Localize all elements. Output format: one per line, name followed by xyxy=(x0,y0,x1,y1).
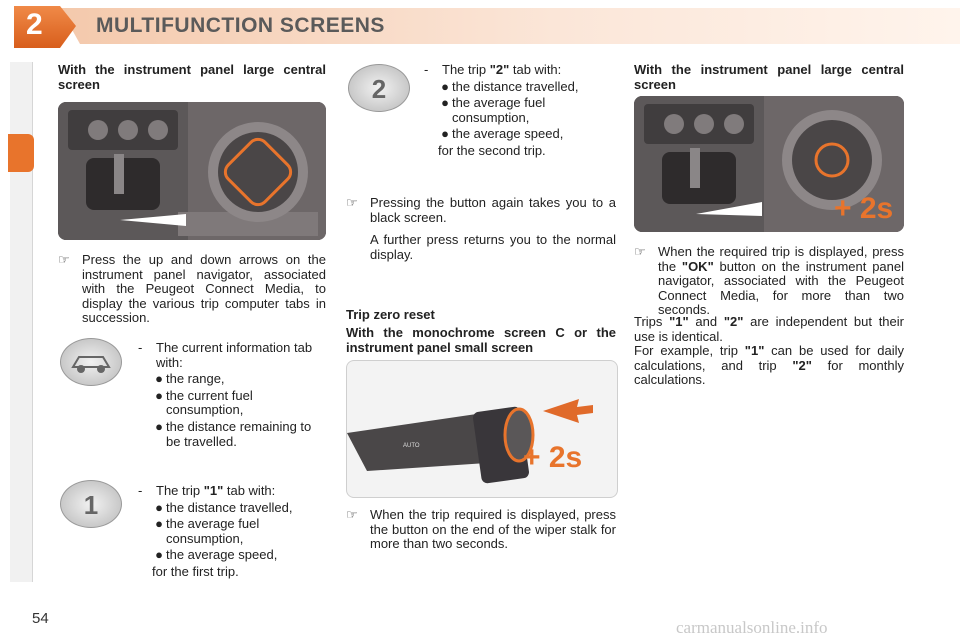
right-heading: With the instrument panel large central screen xyxy=(634,62,904,92)
current-info-block: - The current information tab with: ● the range, ● the current fuel consumption, ● the distance remaining to be travelled. xyxy=(138,341,326,449)
page-title: MULTIFUNCTION SCREENS xyxy=(96,14,385,37)
current-info-intro: The current information tab with: xyxy=(156,340,313,370)
chapter-number: 2 xyxy=(26,8,43,41)
wiper-stalk-image xyxy=(346,360,618,498)
example-para: For example, trip "1" can be used for daily calculations, and trip "2" for monthly calculations. xyxy=(634,343,904,388)
watermark: carmanualsonline.info xyxy=(676,618,828,637)
list-item: ● the current fuel consumption, xyxy=(155,387,253,418)
wiper-stalk-illustration xyxy=(347,361,617,497)
list-item: ● the distance travelled, xyxy=(441,78,579,94)
pointer-icon: ☞ xyxy=(346,507,358,522)
list-item: ● the average fuel consumption, xyxy=(155,516,260,546)
list-item: ● the average speed, xyxy=(441,126,564,142)
dashboard-navigator-image xyxy=(58,102,326,240)
trip-2-icon xyxy=(348,64,410,112)
list-item: ● the range, xyxy=(155,371,225,387)
right-instruction: ☞ When the required trip is displayed, press the "OK" button on the instrument panel navigator, associated with the Peugeot Connect Media, for more than two seconds. xyxy=(634,244,905,318)
page-number: 54 xyxy=(32,610,49,627)
trips-independent-para: Trips "1" and "2" are independent but their use is identical. xyxy=(634,314,904,344)
left-heading: With the instrument panel large central screen xyxy=(58,62,326,92)
trip-1-label: "1" xyxy=(203,483,224,498)
wiper-instruction: ☞ When the trip required is displayed, press the button on the end of the wiper stalk for more than two seconds. xyxy=(346,507,616,552)
reset-subheading: With the monochrome screen C or the instrument panel small screen xyxy=(346,325,616,355)
press-again-para: ☞ Pressing the button again takes you to a black screen. A further press returns you to the normal display. xyxy=(346,195,616,262)
pointer-icon: ☞ xyxy=(634,244,646,259)
left-instruction xyxy=(58,253,326,326)
ok-label: "OK" xyxy=(681,258,714,274)
trip-2-label: "2" xyxy=(489,62,510,77)
plus-2s-badge: + 2s xyxy=(834,192,894,225)
list-item: ● the distance travelled, xyxy=(155,499,293,515)
pointer-icon: ☞ xyxy=(346,195,358,210)
trip1-block: - The trip "1" tab with: ● the distance travelled, ● the average fuel consumption, ● the average speed, for the first trip. xyxy=(138,484,326,580)
trip1-footer: for the first trip. xyxy=(152,563,239,579)
list-item: ● the average fuel consumption, xyxy=(441,95,546,125)
list-item: ● the distance remaining to be travelled. xyxy=(155,418,312,449)
dashboard-illustration xyxy=(58,102,326,240)
plus-2s-badge: + 2s xyxy=(523,441,583,474)
trip2-footer: for the second trip. xyxy=(438,142,546,158)
reset-heading: Trip zero reset xyxy=(346,307,435,322)
svg-text:2: 2 xyxy=(371,74,387,104)
wiper-auto-label: AUTO xyxy=(403,443,420,449)
trip-1-icon xyxy=(60,480,122,528)
list-item: ● the average speed, xyxy=(155,547,278,563)
svg-text:1: 1 xyxy=(83,490,99,520)
left-instruction-text: Press the up and down arrows on the instrument panel navigator, associated with the Peugeot Connect Media, to display the various trip computer tabs in succession. xyxy=(82,252,326,326)
car-icon xyxy=(60,338,122,386)
chapter-tab-active[interactable] xyxy=(8,134,34,172)
dashboard-ok-image xyxy=(634,96,904,232)
trip2-block: - The trip "2" tab with: ● the distance travelled, ● the average fuel consumption, ● the average speed, for the second trip. xyxy=(424,63,616,159)
pointer-icon: ☞ xyxy=(58,252,70,267)
